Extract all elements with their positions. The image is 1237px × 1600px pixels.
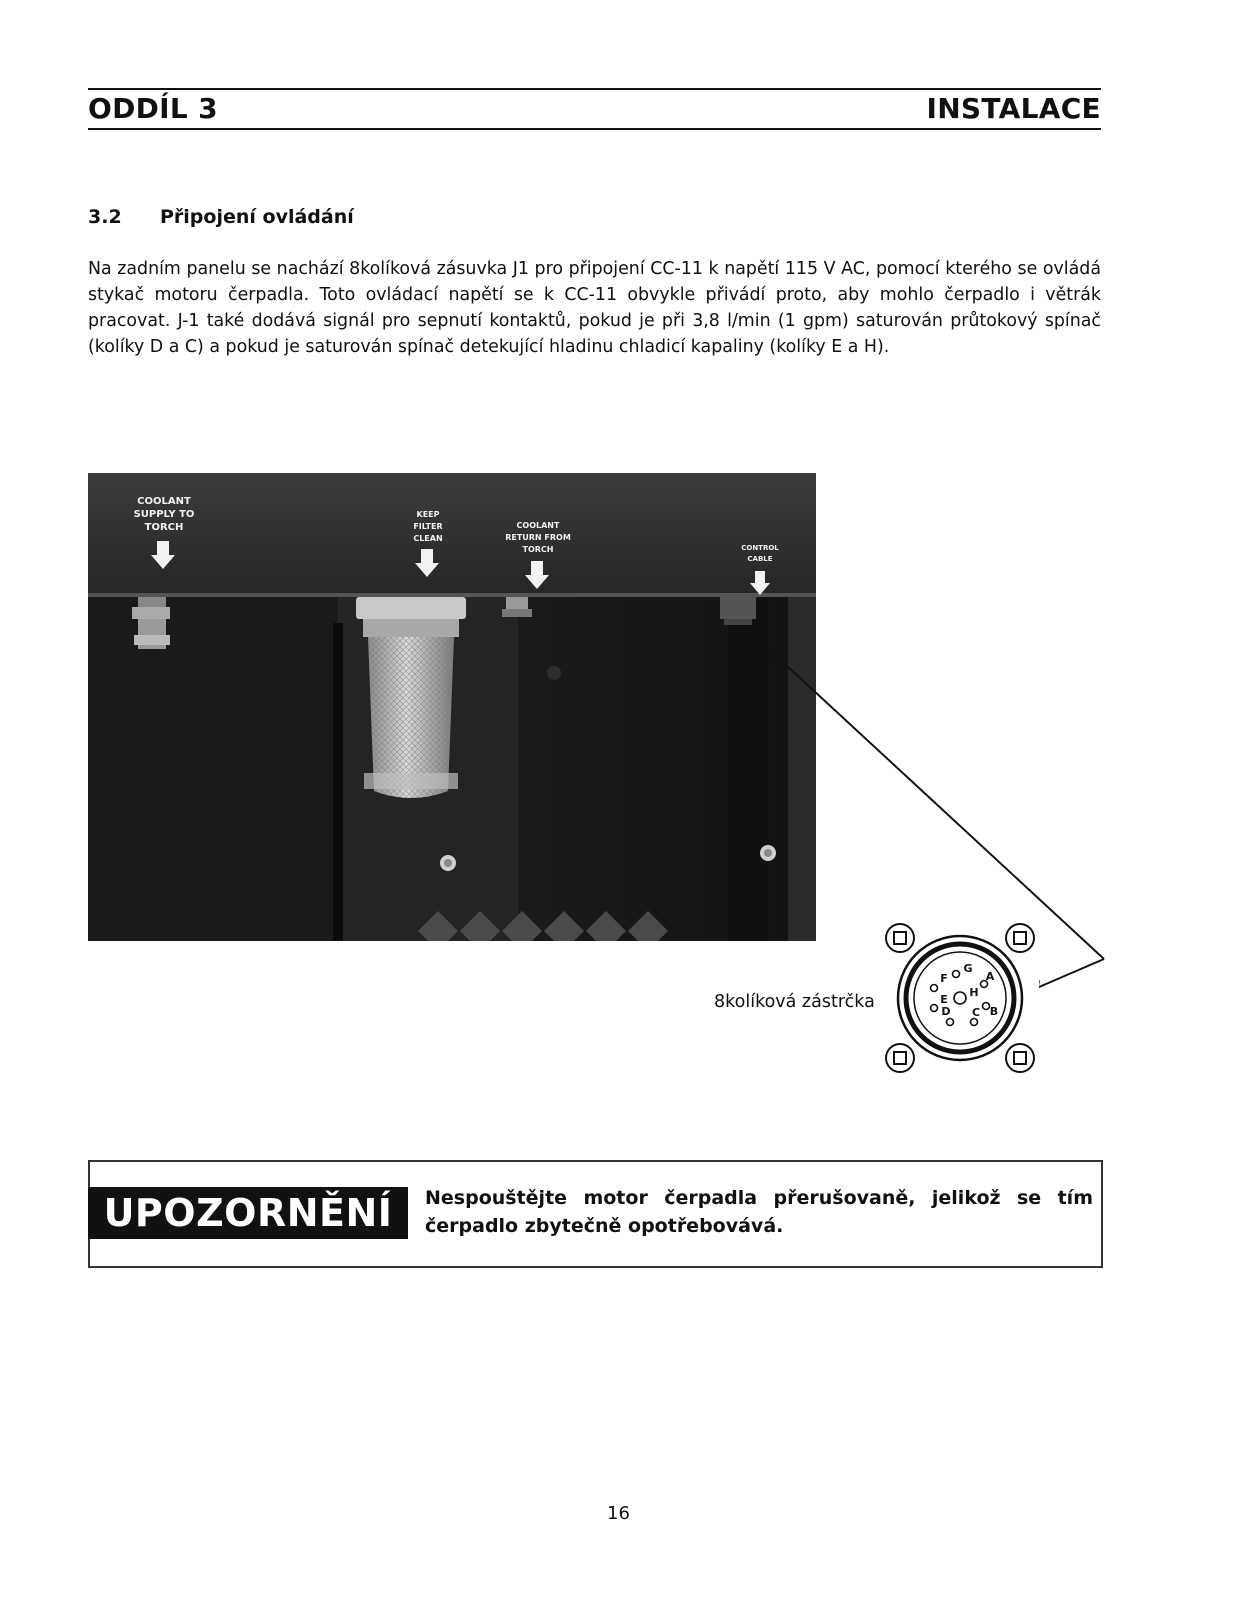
pin-a: A [985,970,995,983]
chapter-label: INSTALACE [926,92,1101,125]
pin-b: B [989,1005,999,1018]
plug-label: 8kolíková zástrčka [714,992,875,1012]
label-supply-line3: TORCH [144,522,184,533]
pin-c: C [971,1006,981,1019]
label-return-line3: TORCH [522,545,554,554]
top-panel [88,473,816,595]
notice-text: Nespouštějte motor čerpadla přerušovaně, jelikož se tím čerpadlo zbytečně opotřebovává. [425,1187,1093,1237]
plug-diagram [880,918,1040,1078]
pin-e: E [940,993,948,1006]
control-cable-socket [720,597,756,625]
header-bottom-rule [88,128,1101,130]
label-supply-line2: SUPPLY TO [133,509,195,520]
header-top-rule [88,88,1101,90]
label-return-line1: COOLANT [516,521,560,530]
body-paragraph: Na zadním panelu se nachází 8kolíková zásuvka J1 pro připojení CC-11 k napětí 115 V AC, pomocí kterého se ovládá stykač motoru čerpadla. Toto ovládací napětí se k CC-11 obvykle přivádí proto, aby mohlo čerpadlo i větrák pracovat. J-1 také dodává signál pro sepnutí kontaktů, pokud je při 3,8 l/min (1 gpm) saturován průtokový spínač (kolíky D a C) a pokud je saturován spínač detekující hladinu chladicí kapaliny (kolíky E a H). [88,259,1101,357]
section-label: ODDÍL 3 [88,92,218,125]
label-filter-line3: CLEAN [413,534,443,543]
label-return-line2: RETURN FROM [505,533,571,542]
pin-f: F [940,972,948,985]
label-filter-line1: KEEP [416,510,440,519]
return-fitting [502,597,532,617]
pin-d: D [941,1005,951,1018]
label-control-line2: CABLE [747,555,773,563]
rear-panel-photo [88,473,816,941]
notice-tag: UPOZORNĚNÍ [88,1187,408,1239]
pin-g: G [963,962,973,975]
label-filter-line2: FILTER [413,522,443,531]
label-supply-line1: COOLANT [137,496,191,507]
label-control-line1: CONTROL [741,544,779,552]
pin-h: H [969,986,979,999]
section-title: Připojení ovládání [160,206,354,228]
page-number: 16 [607,1503,630,1524]
section-number: 3.2 [88,206,122,228]
